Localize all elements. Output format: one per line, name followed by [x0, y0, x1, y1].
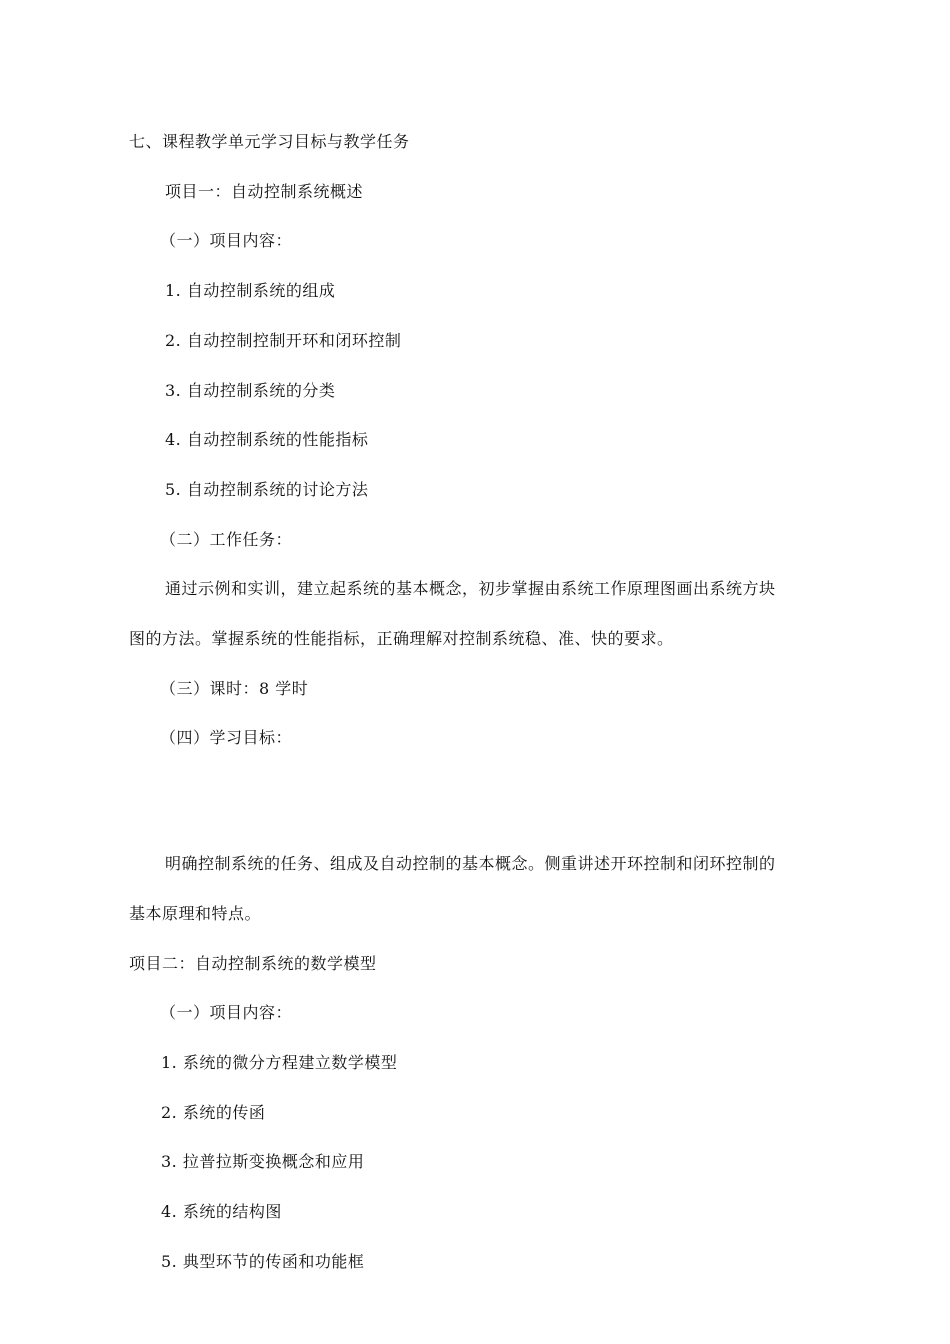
project1-goal-text-line1: 明确控制系统的任务、组成及自动控制的基本概念。侧重讲述开环控制和闭环控制的 [165, 854, 776, 873]
project2-item: 5. 典型环节的传函和功能框 [161, 1252, 365, 1271]
project2-item: 4. 系统的结构图 [161, 1202, 282, 1221]
project1-task-text-line1: 通过示例和实训，建立起系统的基本概念，初步掌握由系统工作原理图画出系统方块 [165, 579, 776, 598]
project1-goal-heading: （四）学习目标： [160, 728, 293, 747]
project1-hours: （三）课时：8 学时 [160, 679, 309, 698]
project2-content-heading: （一）项目内容： [160, 1003, 293, 1022]
project1-item: 4. 自动控制系统的性能指标 [165, 430, 369, 449]
project1-item: 3. 自动控制系统的分类 [165, 381, 336, 400]
project1-item: 5. 自动控制系统的讨论方法 [165, 480, 369, 499]
project2-title: 项目二：自动控制系统的数学模型 [129, 954, 377, 973]
project1-item: 2. 自动控制控制开环和闭环控制 [165, 331, 402, 350]
project2-item: 3. 拉普拉斯变换概念和应用 [161, 1152, 365, 1171]
project1-content-heading: （一）项目内容： [160, 231, 293, 250]
project1-task-heading: （二）工作任务： [160, 530, 293, 549]
project2-item: 1. 系统的微分方程建立数学模型 [161, 1053, 398, 1072]
section-heading: 七、课程教学单元学习目标与教学任务 [129, 132, 410, 151]
project1-task-text-line2: 图的方法。掌握系统的性能指标，正确理解对控制系统稳、准、快的要求。 [129, 629, 674, 648]
project1-item: 1. 自动控制系统的组成 [165, 281, 336, 300]
project1-goal-text-line2: 基本原理和特点。 [129, 904, 262, 923]
project2-item: 2. 系统的传函 [161, 1103, 266, 1122]
project1-title: 项目一：自动控制系统概述 [165, 182, 364, 201]
